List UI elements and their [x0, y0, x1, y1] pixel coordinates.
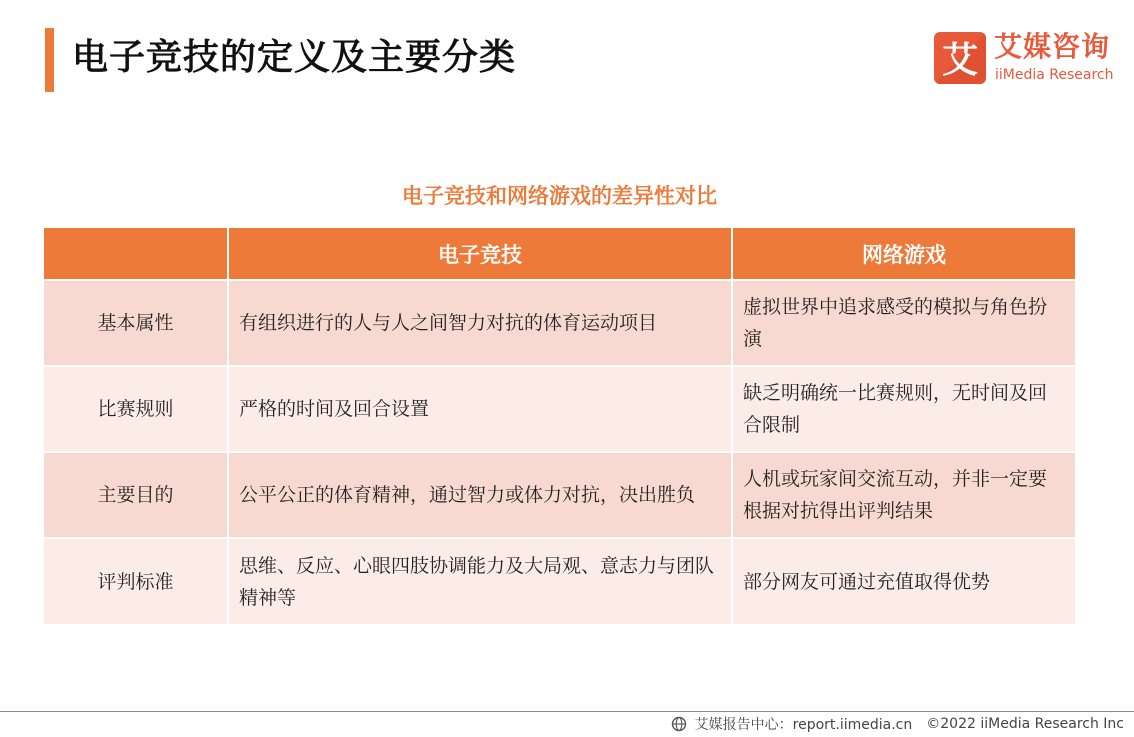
footer-copyright: ©2022 iiMedia Research Inc [926, 716, 1124, 732]
online-games-cell: 虚拟世界中追求感受的模拟与角色扮演 [732, 280, 1075, 366]
header-cell-online-games: 网络游戏 [732, 228, 1075, 280]
esports-cell: 严格的时间及回合设置 [228, 366, 732, 452]
table-title: 电子竞技和网络游戏的差异性对比 [402, 184, 717, 208]
brand-logo [934, 32, 1124, 86]
footer-source: 艾媒报告中心：report.iimedia.cn [694, 717, 913, 733]
row-label: 基本属性 [44, 280, 228, 366]
globe-icon [671, 716, 687, 732]
logo-mark-char: 艾 [941, 40, 979, 81]
online-games-cell: 人机或玩家间交流互动，并非一定要根据对抗得出评判结果 [732, 452, 1075, 538]
footer [671, 713, 1124, 735]
logo-cn-text: 艾媒咨询 [994, 30, 1111, 63]
online-games-cell: 缺乏明确统一比赛规则，无时间及回合限制 [732, 366, 1075, 452]
header-cell-empty [44, 228, 228, 280]
title-accent-bar [45, 28, 54, 92]
footer-divider [0, 711, 1134, 712]
logo-mark-icon [934, 32, 986, 84]
row-label: 比赛规则 [44, 366, 228, 452]
table-row [44, 538, 1075, 624]
esports-cell: 有组织进行的人与人之间智力对抗的体育运动项目 [228, 280, 732, 366]
logo-en-text: iiMedia Research [995, 67, 1114, 83]
table-row [44, 452, 1075, 538]
comparison-table [44, 228, 1075, 624]
row-label: 评判标准 [44, 538, 228, 624]
page-title: 电子竞技的定义及主要分类 [72, 37, 517, 78]
row-label: 主要目的 [44, 452, 228, 538]
table-header-row [44, 228, 1075, 280]
esports-cell: 思维、反应、心眼四肢协调能力及大局观、意志力与团队精神等 [228, 538, 732, 624]
header-cell-esports: 电子竞技 [228, 228, 732, 280]
table-row [44, 366, 1075, 452]
esports-cell: 公平公正的体育精神，通过智力或体力对抗，决出胜负 [228, 452, 732, 538]
table-row [44, 280, 1075, 366]
online-games-cell: 部分网友可通过充值取得优势 [732, 538, 1075, 624]
